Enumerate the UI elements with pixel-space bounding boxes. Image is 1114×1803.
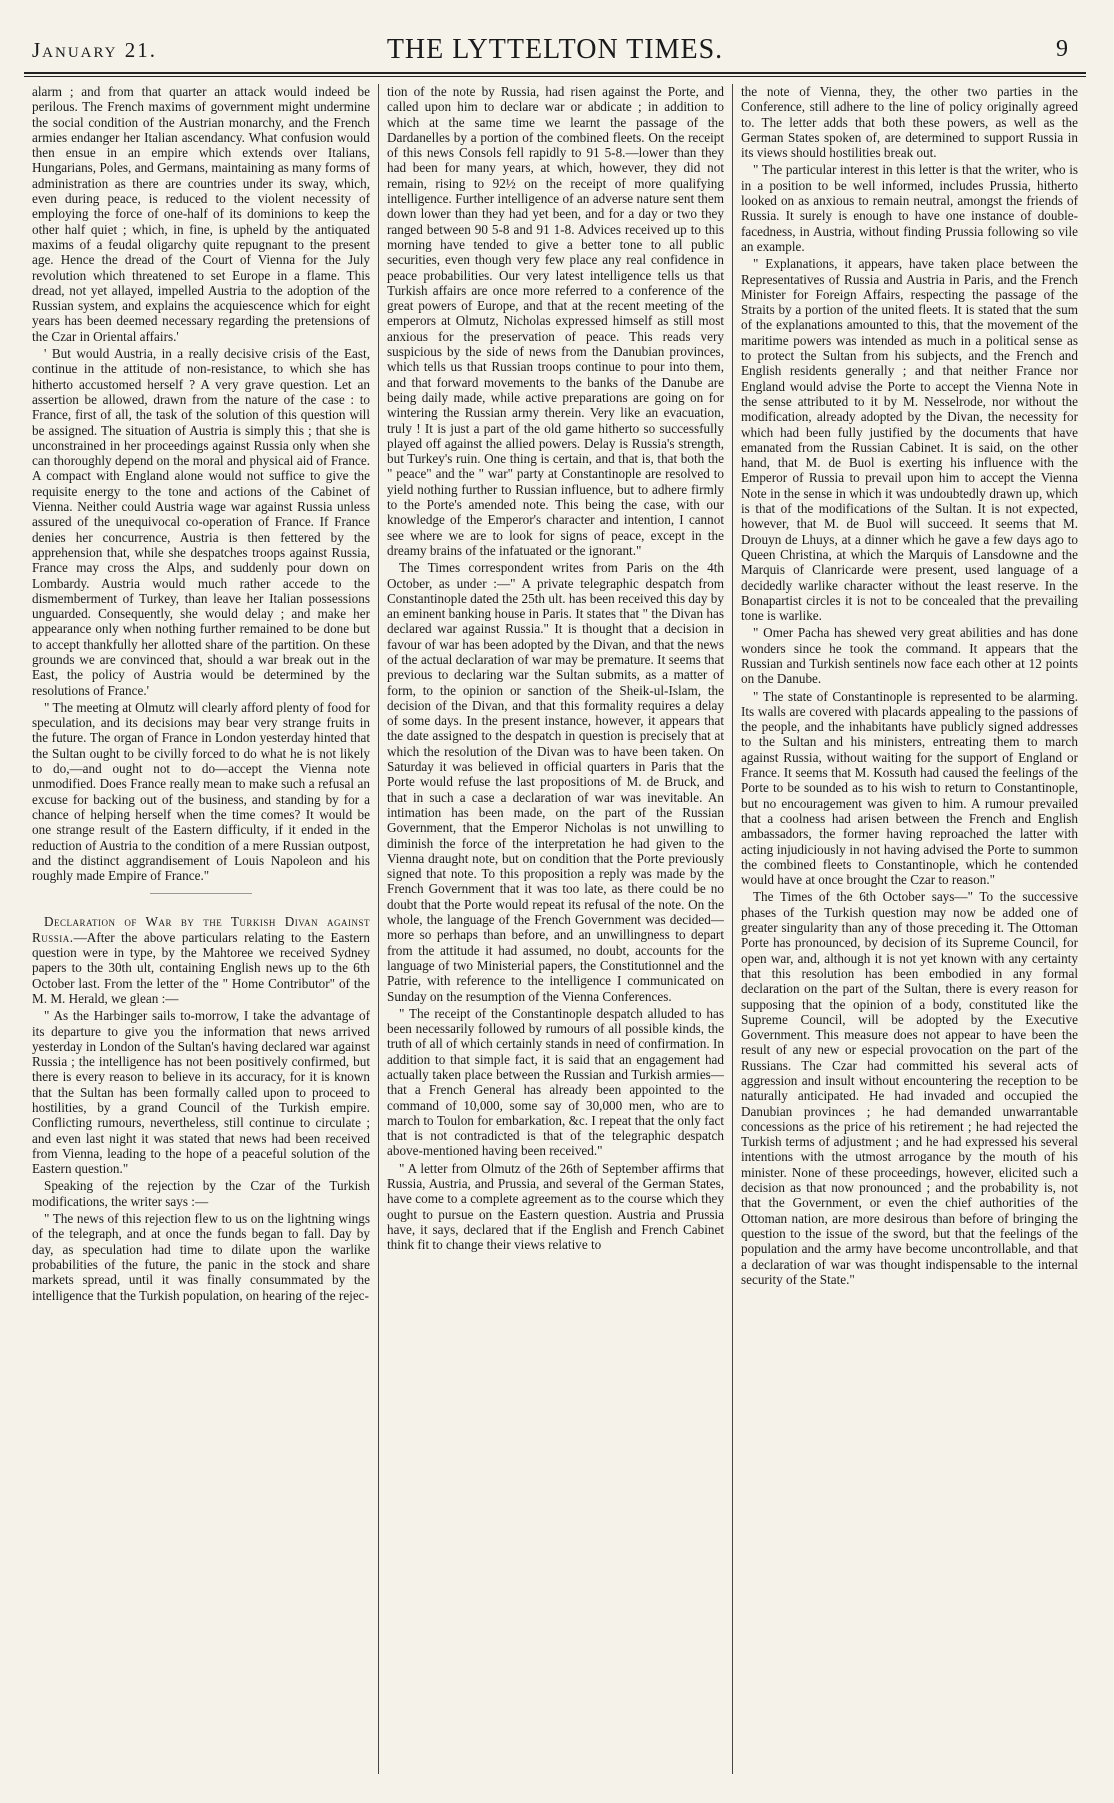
newspaper-title: THE LYTTELTON TIMES. [386, 34, 724, 65]
paragraph: the note of Vienna, they, the other two parties in the Conference, still adhere to the line of policy originally agreed to. The letter adds that both these powers, as well as the German States spoken of, are determined to support Russia in its views should hostilities break out. [741, 84, 1078, 161]
paragraph: " The state of Constantinople is represented to be alarming. Its walls are covered with placards appealing to the passions of the people, and the inhabitants have publicly signed addresses to the Sultan and his ministers, entreating them to march against Russia, without waiting for the support of England or France. It seems that M. Kossuth had caused the feelings of the Porte to be sounded as to his wish to return to Constantinople, but no encouragement was given to him. A rumour prevailed that a coolness had arisen between the French and English ambassadors, the former having reproached the latter with acting injudiciously in not having advised the Porte to summon the combined fleets to Constantinople, which he contended would have at once brought the Czar to reason." [741, 688, 1078, 888]
column-1 [24, 84, 378, 1774]
masthead [24, 32, 1086, 74]
paragraph: " As the Harbinger sails to-morrow, I take the advantage of its departure to give you the information that news arrived yesterday in London of the Sultan's having declared war against Russia ; the intelligence has not been positively confirmed, but there is every reason to believe in its accuracy, for it is known that the Sultan has been formally called upon to proceed to hostilities, by a grand Council of the Turkish empire. Conflicting rumours, nevertheless, still continue to circulate ; and even last night it was stated that news had been received from Vienna, leading to the hope of a peaceful solution of the Eastern question." [32, 1008, 370, 1177]
paragraph: " The receipt of the Constantinople despatch alluded to has been necessarily followed by rumours of all possible kinds, the truth of all of which certainly stands in need of confirmation. In addition to that simple fact, it is said that an engagement had actually taken place between the Russian and Turkish armies—that a French General has already been appointed to the command of 10,000, some say of 30,000 men, who are to march to Toulon for embarkation, &c. I repeat that the only fact that is not contradicted is that of the telegraphic despatch above-mentioned having been received." [387, 1005, 724, 1159]
paragraph: The Times correspondent writes from Paris on the 4th October, as under :—" A private telegraphic despatch from Constantinople dated the 25th ult. has been received this day by an eminent banking house in Paris. It states that " the Divan has declared war against Russia." It is thought that a decision in favour of war has been adopted by the Divan, and that the news of the actual declaration of war may be premature. It seems that previous to declaring war the Sultan submits, as a matter of form, to the opinion or sanction of the Sheik-ul-Islam, the decision of the Divan, and that this formality requires a delay of some days. In the present instance, however, it appears that the date assigned to the despatch in question is precisely that at which the resolution of the Divan was to have been taken. On Saturday it was believed in official quarters in Paris that the Porte would refuse the last propositions of M. de Bruck, and that in such a case a declaration of war was inevitable. An intimation has been made, on the part of the Russian Government, that the Emperor Nicholas is not unwilling to diminish the force of the interpretation he had given to the Vienna draught note, but on condition that the Porte previously signed that note. To this proposition a reply was made by the French Government that it was too late, as there could be no doubt that the Porte would repeat its refusal of the note. On the whole, the language of the French Government was decided—more so perhaps than before, and an unwillingness to depart from the attitude it had assumed, no doubt, accounts for the language of two Ministerial papers, the Constitutionnel and the Patrie, with reference to the intelligence I communicated on Sunday on the resumption of the Vienna Conferences. [387, 560, 724, 1004]
article-columns [24, 84, 1086, 1774]
paragraph: " The news of this rejection flew to us on the lightning wings of the telegraph, and at once the funds began to fall. Day by day, as speculation had time to dilate upon the warlike probabilities of the future, the panic in the stock and share markets spread, until it was finally consummated by the intelligence that the Turkish population, on hearing of the rejec- [32, 1211, 370, 1303]
paragraph: " The meeting at Olmutz will clearly afford plenty of food for speculation, and its decisions may bear very strange fruits in the future. The organ of France in London yesterday hinted that the Sultan ought to be civilly forced to do what he is not likely to do,—and ought not to do—accept the Vienna note unmodified. Does France really mean to make such a refusal an excuse for backing out of the business, and standing by for a chance of helping herself when the time comes? It would be one strange result of the Eastern difficulty, if it ended in the reduction of Austria to the condition of a mere Russian outpost, and the distinct aggrandisement of Louis Napoleon and his roughly made Empire of France." [32, 699, 370, 884]
paragraph: " The particular interest in this letter is that the writer, who is in a position to be well informed, includes Prussia, hitherto looked on as anxious to remain neutral, amongst the friends of Russia. It surely is enough to have one instance of double-facedness, in Austria, without finding Prussia following so vile an example. [741, 162, 1078, 254]
paragraph: alarm ; and from that quarter an attack would indeed be perilous. The French maxims of government might undermine the social condition of the Austrian monarchy, and the French armies endanger her Italian ascendancy. What confusion would then ensue in an empire which extends over Italians, Hungarians, Poles, and Germans, maintaining as many forms of administration as there are countries under its sway, which, even during peace, is reduced to the violent necessity of employing the force of one-half of its dominions to keep the other half quiet ; which, in fine, is upheld by the antiquated maxims of a feudal oligarchy quite repugnant to the present age. Hence the dread of the Court of Vienna for the July revolution which threatened to set Europe in a flame. This dread, not yet allayed, impelled Austria to the adoption of the Russian system, and explains the acquiescence which for eight years has been deemed necessary regarding the pretensions of the Czar in Oriental affairs.' [32, 84, 370, 344]
column-2 [378, 84, 732, 1774]
paragraph: " A letter from Olmutz of the 26th of September affirms that Russia, Austria, and Prussia, and several of the German States, have come to a complete agreement as to the course which they ought to pursue on the Eastern question. Austria and Prussia have, it says, declared that if the English and French Cabinet think fit to change their views relative to [387, 1160, 724, 1253]
section-divider [150, 893, 251, 904]
paragraph-text: —After the above particulars relating to the Eastern question were in type, by the Mahtoree we received Sydney papers to the 30th ult, containing English news up to the 6th October last. From the letter of the " Home Contributor" of the M. M. Herald, we glean :— [32, 929, 370, 1006]
column-3 [732, 84, 1086, 1774]
paragraph: The Times of the 6th October says—" To the successive phases of the Turkish question may now be added one of greater singularity than any of those preceding it. The Ottoman Porte has pronounced, by decision of its Supreme Council, for open war, and, although it is not yet known with any certainty that this resolution has been embodied in any formal declaration on the part of the Sultan, there is every reason for supposing that the opinion of a body, constituted like the Supreme Council, will be adopted by the Executive Government. This measure does not appear to have been the result of any new or especial provocation on the part of the Russians. The Czar had committed his several acts of aggression and insult without encountering the reception to be naturally anticipated. He had invaded and occupied the Danubian provinces ; he had demanded unwarrantable concessions as the price of his retirement ; he had rejected the Turkish terms of adjustment ; and he had expressed his several intentions with the utmost arrogance by the mouth of his minister. None of these proceedings, however, elicited such a decision as that now pronounced ; and the probability is, not that the Government, or even the chief authorities of the Ottoman nation, are more desirous than before of bringing the question to the issue of the sword, but that the feelings of the population and the army have become uncontrollable, and that a declaration of war was thought indispensable to the internal security of the State." [741, 889, 1078, 1287]
paragraph: tion of the note by Russia, had risen against the Porte, and called upon him to declare war or abdicate ; in addition to which at the same time we learnt the passage of the Dardanelles by a portion of the combined fleets. On the receipt of this news Consols fell rapidly to 91 5-8.—lower than they had been for many years, at which, however, they did not remain, rising to 92½ on the receipt of more qualifying intelligence. Further intelligence of an adverse nature sent them down lower than they had yet been, and for a day or two they ranged between 90 5-8 and 91 1-8. Advices received up to this morning have tended to give a better tone to all public securities, even though very few place any real confidence in peace probabilities. Our very latest intelligence tells us that Turkish affairs are once more referred to a conference of the great powers of Europe, and that at the recent meeting of the emperors at Olmutz, Nicholas expressed himself as still most anxious for the preservation of peace. This reads very suspicious by the side of news from the Danubian provinces, which tells us that Russian troops continue to pour into them, and that forward movements to the banks of the Danube are being daily made, while active preparations are going on for wintering the Russian army therein. Very like an evacuation, truly ! It is just a part of the old game hitherto so successfully played off against the allied powers. Delay is Russia's strength, but Turkey's ruin. One thing is certain, and that is, that both the " peace" and the " war" party at Constantinople are resolved to yield nothing further to Russian influence, but to adhere firmly to the Porte's amended note. This being the case, with our knowledge of the Emperor's character and intention, I cannot see where we are to look for signs of peace, except in the dreamy brains of the infatuated or the ignorant." [387, 84, 724, 558]
paragraph: ' But would Austria, in a really decisive crisis of the East, continue in the attitude of non-resistance, to which she has hitherto accustomed herself ? A very grave question. Let an assertion be allowed, drawn from the nature of the case : to France, first of all, the task of the solution of this question will be assigned. The situation of Austria is simply this ; that she is unconstrained in her proceedings against Russia only when she can thoroughly depend on the moral and physical aid of France. A compact with England alone would not suffice to give the requisite energy to the tone and actions of the Cabinet of Vienna. Neither could Austria wage war against Russia unless assured of the unequivocal co-operation of France. If France denies her concurrence, Austria is then fettered by the apprehension that, while she despatches troops against Russia, France may cross the Alps, and suddenly pour down on Lombardy. Austria would much rather accede to the dismemberment of Turkey, than leave her Italian possessions unguarded. Consequently, she would delay ; and make her appearance only when nothing further remained to be done but to accept thankfully her allotted share of the partition. On these grounds we are convinced that, should a war break out in the East, the policy of Austria would be determined by the resolutions of France.' [32, 346, 370, 698]
issue-date: January 21. [32, 38, 158, 62]
page-number: 9 [1056, 36, 1068, 62]
section-heading: Declaration of War by the Turkish Divan against Russia. [32, 914, 370, 945]
paragraph: " Explanations, it appears, have taken place between the Representatives of Russia and Austria in Paris, and the French Minister for Foreign Affairs, respecting the passage of the Straits by a portion of the united fleets. It is stated that the sum of the explanations amounted to this, that the movement of the maritime powers was intended as much in a political sense as to protect the Sultan from his subjects, and the French and English residents generally ; and that neither France nor England would advise the Porte to accept the Vienna Note in the sense attributed to it by M. Nesselrode, nor without the modification, already adopted by the Divan, the necessity for which had been fully justified by the documents that have emanated from the Russian Cabinet. It is said, on the other hand, that M. de Buol is exerting his influence with the Emperor of Russia to prevail upon him to accept the Vienna Note in the sense in which it was undoubtedly drawn up, which is that of the modifications of the Sultan. It is not expected, however, that M. de Buol will succeed. It seems that M. Drouyn de Lhuys, at a dinner which he gave a few days ago to Queen Christina, at which the Marquis of Lansdowne and the Marquis of Clanricarde were present, used language of a decidedly warlike character without the least reserve. In the Bonapartist circles it is not to be concealed that the prevailing tone is warlike. [741, 256, 1078, 624]
article-paragraph-declaration [32, 914, 370, 1006]
paragraph: Speaking of the rejection by the Czar of the Turkish modifications, the writer says :— [32, 1178, 370, 1209]
paragraph: " Omer Pacha has shewed very great abilities and has done wonders since he took the command. It appears that the Russian and Turkish sentinels now face each other at 12 points on the Danube. [741, 625, 1078, 687]
